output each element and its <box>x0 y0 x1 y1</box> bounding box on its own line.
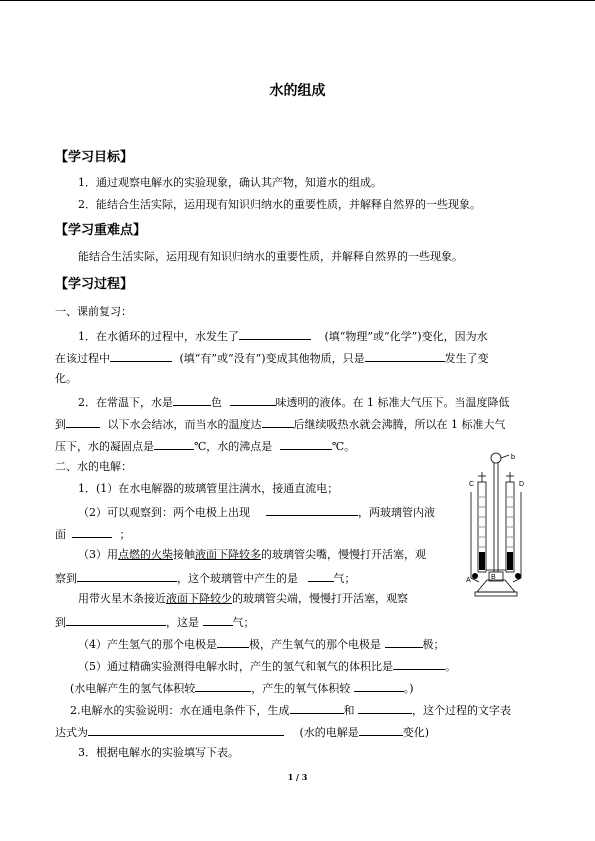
e9-line: 3．根据电解水的实验填写下表。 <box>78 746 239 759</box>
q2-line1: 2．在常温下，水是 色 味透明的液体。在 1 标准大气压下。当温度降低 <box>78 396 510 409</box>
e7-line: (水电解产生的氢气体积较 ，产生的氧气体积较 。) <box>70 682 414 695</box>
label-c: C <box>469 481 475 488</box>
e8-line2: 达式为 (水的电解是 变化) <box>55 726 430 739</box>
q2-line2: 到 以下水会结冰，而当水的温度达 后继续吸热水就会沸腾，所以在 1 标准大气 <box>55 418 506 431</box>
section-heading-process: 【学习过程】 <box>55 277 134 292</box>
goal-2: 2．能结合生活实际，运用现有知识归纳水的重要性质，并解释自然界的一些现象。 <box>78 198 481 211</box>
goal-1: 1．通过观察电解水的实验现象，确认其产物，知道水的组成。 <box>78 176 382 189</box>
label-bb: B <box>491 574 496 581</box>
blank[interactable] <box>230 394 276 406</box>
blank[interactable] <box>365 350 445 362</box>
e8-line1: 2.电解水的实验说明：水在通电条件下，生成 和 ，这个过程的文字表 <box>70 704 511 717</box>
e2-line1: （2）可以观察到：两个电极上出现 ，两玻璃管内液 <box>78 506 435 519</box>
e4-line2: 到 ，这是 气； <box>55 616 255 629</box>
e6-line: （5）通过精确实验测得电解水时，产生的氢气和氧气的体积比是 。 <box>78 660 456 673</box>
blank[interactable] <box>88 724 284 736</box>
blank[interactable] <box>66 416 100 428</box>
q1-line2: 在该过程中 (填“有”或“没有”)变成其他物质，只是 发生了变 <box>55 352 489 365</box>
blank[interactable] <box>262 416 294 428</box>
blank[interactable] <box>110 350 172 362</box>
blank[interactable] <box>266 504 358 516</box>
label-a: A <box>466 577 471 584</box>
section-heading-key-points: 【学习重难点】 <box>55 223 147 238</box>
electrolysis-apparatus-drawing <box>463 452 538 602</box>
blank[interactable] <box>217 636 249 648</box>
header-rule <box>0 0 595 1</box>
blank[interactable] <box>173 394 211 406</box>
key-points-text: 能结合生活实际，运用现有知识归纳水的重要性质，并解释自然界的一些现象。 <box>78 250 463 263</box>
blank[interactable] <box>195 680 251 692</box>
page-title: 水的组成 <box>269 83 326 99</box>
part1-heading: 一、课前复习： <box>55 305 132 318</box>
blank[interactable] <box>203 614 233 626</box>
blank[interactable] <box>72 526 112 538</box>
e1-line: 1．(1）在水电解器的玻璃管里注满水，接通直流电； <box>78 482 339 495</box>
blank[interactable] <box>358 702 412 714</box>
blank[interactable] <box>308 570 334 582</box>
electrolysis-apparatus-figure <box>463 452 538 602</box>
blank[interactable] <box>354 680 404 692</box>
part2-heading: 二、水的电解： <box>55 460 132 473</box>
blank[interactable] <box>66 614 166 626</box>
e2-line2: 面 ； <box>55 528 131 541</box>
e3-line1: （3）用点燃的火柴接触液面下降较多的玻璃管尖嘴，慢慢打开活塞，观 <box>78 548 426 561</box>
q1-line1: 1．在水循环的过程中，水发生了 (填“物理”或“化学”)变化，因为水 <box>78 330 488 343</box>
page-number: 1 / 3 <box>287 772 308 782</box>
blank[interactable] <box>154 438 194 450</box>
blank[interactable] <box>393 658 445 670</box>
blank[interactable] <box>290 702 344 714</box>
e3-line2: 察到 ，这个玻璃管中产生的是 气； <box>55 572 356 585</box>
section-heading-goals: 【学习目标】 <box>55 150 134 165</box>
blank[interactable] <box>280 438 332 450</box>
blank[interactable] <box>77 570 177 582</box>
e5-line: （4）产生氢气的那个电极是 极，产生氧气的那个电极是 极； <box>78 638 445 651</box>
q1-line3: 化。 <box>55 372 77 385</box>
blank[interactable] <box>359 724 403 736</box>
e4-line1: 用带火星木条接近液面下降较少的玻璃管尖端，慢慢打开活塞，观察 <box>78 592 408 605</box>
blank[interactable] <box>239 328 311 340</box>
q2-line3: 压下，水的凝固点是 ℃，水的沸点是 ℃。 <box>55 440 356 453</box>
blank[interactable] <box>385 636 423 648</box>
label-d: D <box>519 481 525 488</box>
label-b: b <box>511 454 515 461</box>
